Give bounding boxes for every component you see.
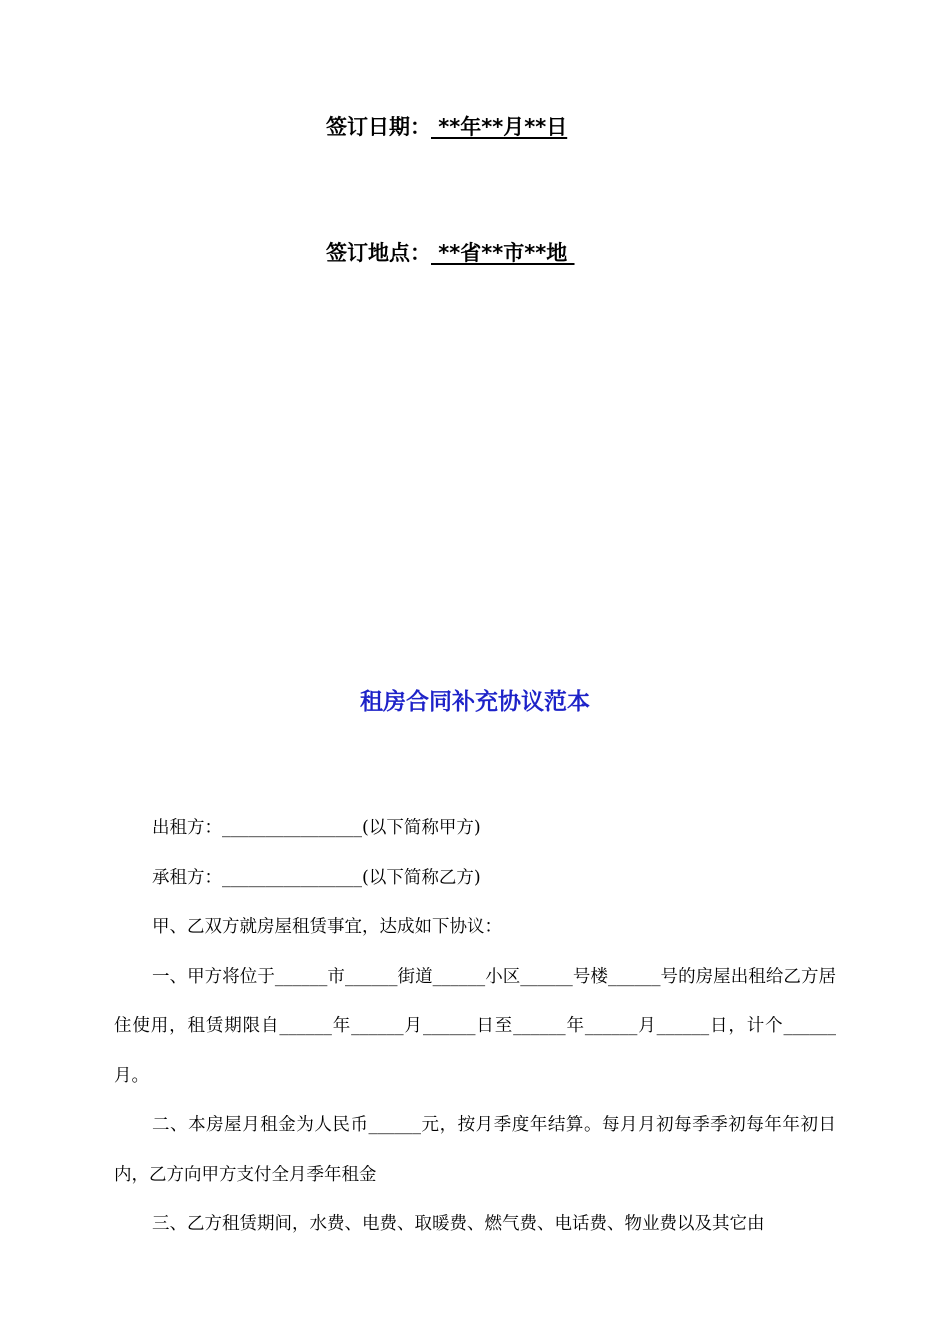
signing-date-label: 签订日期： <box>326 115 431 139</box>
document-title: 租房合同补充协议范本 <box>360 689 590 715</box>
contract-body <box>114 804 836 1250</box>
agreement-intro: 甲、乙双方就房屋租赁事宜，达成如下协议： <box>152 917 502 937</box>
signing-place-line <box>326 239 575 267</box>
landlord-line: 出租方：________________(以下简称甲方) <box>152 818 481 838</box>
signing-date-value: **年**月**日 <box>431 115 568 139</box>
clause-3: 三、乙方租赁期间，水费、电费、取暖费、燃气费、电话费、物业费以及其它由 <box>152 1214 765 1234</box>
clause-1: 一、甲方将位于______市______街道______小区______号楼______号的房屋出租给乙方居住使用，租赁期限自______年______月______日至______年______月______日，计个______月。 <box>114 966 836 1086</box>
clause-2: 二、本房屋月租金为人民币______元，按月季度年结算。每月月初每季季初每年年初日内，乙方向甲方支付全月季年租金 <box>114 1115 836 1185</box>
tenant-line: 承租方：________________(以下简称乙方) <box>152 867 481 888</box>
signing-place-label: 签订地点： <box>326 241 431 265</box>
signing-date-line <box>326 113 567 141</box>
signing-place-value: **省**市**地 <box>431 241 575 265</box>
